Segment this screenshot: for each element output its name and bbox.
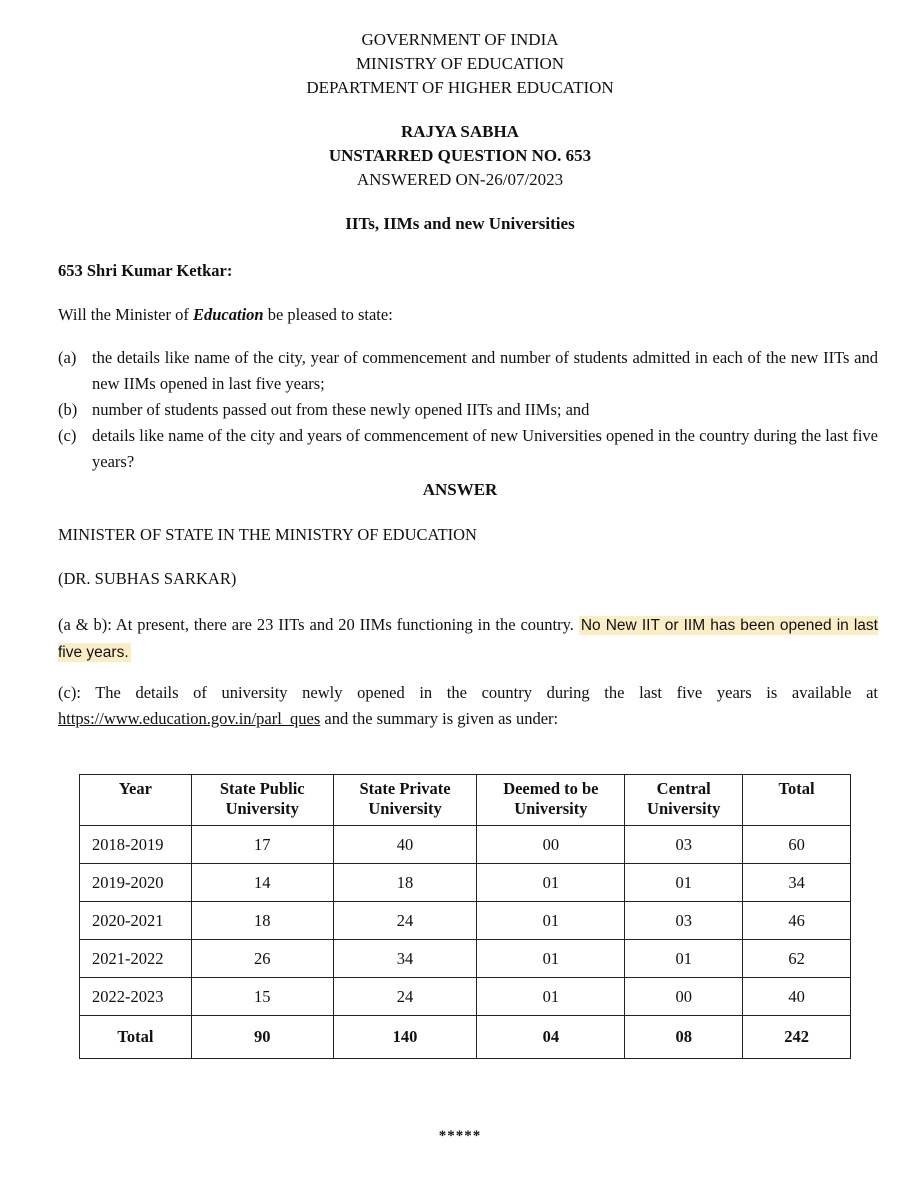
- question-item: [58, 345, 878, 397]
- table-cell: 00: [625, 978, 743, 1016]
- column-header: Year: [80, 775, 192, 826]
- table-cell: 00: [477, 826, 625, 864]
- table-cell: 40: [333, 826, 477, 864]
- table-cell: 01: [477, 978, 625, 1016]
- table-row: [80, 902, 851, 940]
- question-item-mark: (a): [58, 348, 77, 367]
- question-item-text: details like name of the city and years of commencement of new Universities opened in the country during the last five years?: [92, 426, 878, 471]
- answer-heading: ANSWER: [422, 480, 498, 499]
- question-item: [58, 423, 878, 475]
- table-cell: 18: [333, 864, 477, 902]
- table-header-row: [80, 775, 851, 826]
- table-cell: 40: [743, 978, 851, 1016]
- table-cell: 60: [743, 826, 851, 864]
- question-list: [58, 345, 878, 475]
- answer-ab: [58, 612, 878, 666]
- table-cell: 140: [333, 1016, 477, 1059]
- table-cell: 24: [333, 978, 477, 1016]
- intro-emphasis: Education: [192, 305, 264, 324]
- table-cell: 2019-2020: [80, 864, 192, 902]
- table-cell: 2021-2022: [80, 940, 192, 978]
- minister-title: MINISTER OF STATE IN THE MINISTRY OF EDUCATION: [58, 525, 477, 544]
- intro-after: be pleased to state:: [263, 305, 393, 324]
- subject-title: IITs, IIMs and new Universities: [345, 214, 575, 233]
- table-cell: 242: [743, 1016, 851, 1059]
- answer-c-text: (c): The details of university newly opened in the country during the last five years is available at: [58, 683, 878, 702]
- house-title: RAJYA SABHA: [401, 122, 519, 141]
- table-cell: 15: [191, 978, 333, 1016]
- table-total-row: [80, 1016, 851, 1059]
- table-cell: 24: [333, 902, 477, 940]
- answer-ab-text: (a & b): At present, there are 23 IITs and 20 IIMs functioning in the country.: [58, 615, 579, 634]
- table-row: [80, 940, 851, 978]
- column-header: Total: [743, 775, 851, 826]
- table-cell: 90: [191, 1016, 333, 1059]
- minister-name: (DR. SUBHAS SARKAR): [58, 569, 237, 588]
- table-cell: 08: [625, 1016, 743, 1059]
- end-of-document-mark: *****: [438, 1128, 482, 1144]
- intro-before: Will the Minister of: [58, 305, 193, 324]
- answer-c-text-after: and the summary is given as under:: [320, 709, 559, 728]
- answer-c: [58, 680, 878, 732]
- table-cell: 2022-2023: [80, 978, 192, 1016]
- table-cell: 2018-2019: [80, 826, 192, 864]
- table-row: [80, 978, 851, 1016]
- table-cell: 03: [625, 902, 743, 940]
- table-cell: Total: [80, 1016, 192, 1059]
- education-link[interactable]: https://www.education.gov.in/parl_ques: [58, 709, 321, 728]
- question-asker: 653 Shri Kumar Ketkar:: [58, 261, 233, 280]
- table-cell: 01: [625, 864, 743, 902]
- column-header: Central University: [625, 775, 743, 826]
- question-intro: [58, 302, 878, 328]
- table-cell: 18: [191, 902, 333, 940]
- table-row: [80, 864, 851, 902]
- table-cell: 62: [743, 940, 851, 978]
- table-cell: 2020-2021: [80, 902, 192, 940]
- question-header: [0, 120, 920, 192]
- question-item-text: number of students passed out from these newly opened IITs and IIMs; and: [92, 400, 590, 419]
- universities-table: [79, 774, 851, 1059]
- table-cell: 01: [625, 940, 743, 978]
- table-cell: 46: [743, 902, 851, 940]
- header-ministry: MINISTRY OF EDUCATION: [355, 54, 565, 73]
- question-item-text: the details like name of the city, year of commencement and number of students admitted in each of the new IITs and new IIMs opened in last five years;: [92, 348, 878, 393]
- table-cell: 34: [743, 864, 851, 902]
- table-cell: 01: [477, 902, 625, 940]
- table-cell: 04: [477, 1016, 625, 1059]
- column-header: Deemed to be University: [477, 775, 625, 826]
- question-item-mark: (c): [58, 426, 77, 445]
- table-cell: 14: [191, 864, 333, 902]
- column-header: State Public University: [191, 775, 333, 826]
- government-header: [0, 28, 920, 100]
- table-cell: 26: [191, 940, 333, 978]
- table-cell: 01: [477, 864, 625, 902]
- header-department: DEPARTMENT OF HIGHER EDUCATION: [306, 78, 614, 97]
- question-item: [58, 397, 878, 423]
- table-cell: 17: [191, 826, 333, 864]
- question-number: UNSTARRED QUESTION NO. 653: [328, 146, 592, 165]
- table-cell: 03: [625, 826, 743, 864]
- table-cell: 34: [333, 940, 477, 978]
- table-row: [80, 826, 851, 864]
- table-cell: 01: [477, 940, 625, 978]
- question-item-mark: (b): [58, 400, 78, 419]
- header-government: GOVERNMENT OF INDIA: [361, 30, 559, 49]
- column-header: State Private University: [333, 775, 477, 826]
- answer-ab-highlight: No New IIT or IIM has been opened in last five years.: [58, 617, 878, 661]
- answered-date: ANSWERED ON-26/07/2023: [356, 170, 564, 189]
